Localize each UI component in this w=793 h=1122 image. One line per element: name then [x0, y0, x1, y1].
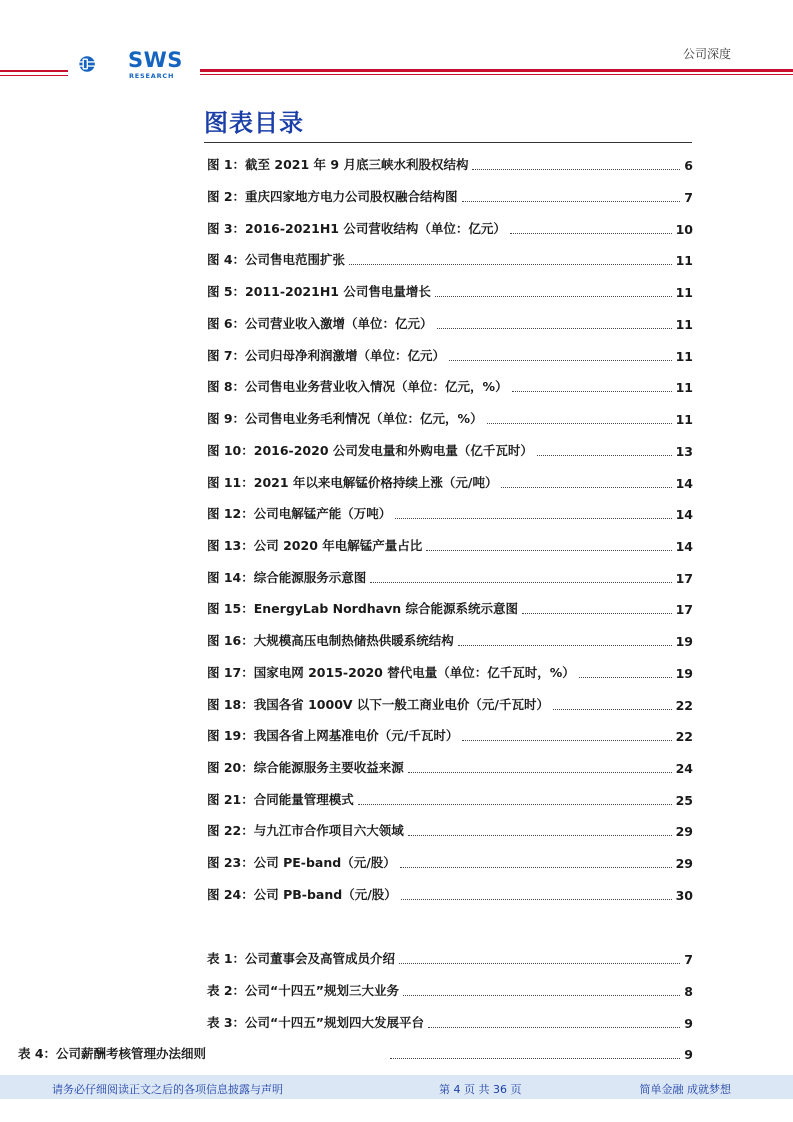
- toc-leader: [501, 475, 671, 488]
- toc-entry-page: 30: [675, 888, 693, 903]
- toc-entry[interactable]: [207, 280, 693, 300]
- toc-entry-label: 图 7：公司归母净利润激增（单位：亿元）: [207, 348, 446, 363]
- toc-entry-label: 图 12：公司电解锰产能（万吨）: [207, 506, 392, 521]
- toc-entry-label: 图 16：大规模高压电制热储热供暖系统结构: [207, 633, 454, 648]
- toc-leader: [435, 284, 672, 297]
- toc-leader: [437, 316, 672, 329]
- toc-leader: [462, 189, 681, 202]
- toc-entry-label: 图 18：我国各省 1000V 以下一般工商业电价（元/千瓦时）: [207, 697, 549, 712]
- toc-entry[interactable]: [207, 185, 693, 205]
- toc-leader: [408, 823, 672, 836]
- toc-entry-label: 图 20：综合能源服务主要收益来源: [207, 760, 404, 775]
- toc-entry[interactable]: [207, 788, 693, 808]
- toc-entry-page: 8: [684, 984, 693, 999]
- toc-entry[interactable]: [207, 566, 693, 586]
- toc-leader: [370, 570, 671, 583]
- toc-leader: [428, 1015, 680, 1028]
- toc-leader: [522, 601, 672, 614]
- toc-entry-page: 11: [675, 349, 693, 364]
- toc-entry-page: 11: [675, 253, 693, 268]
- toc-entry-label: 图 11：2021 年以来电解锰价格持续上涨（元/吨）: [207, 475, 498, 490]
- toc-entry[interactable]: [207, 407, 693, 427]
- toc-table-entry[interactable]: [207, 979, 693, 999]
- toc-leader: [512, 379, 672, 392]
- toc-entry-label: 图 4：公司售电范围扩张: [207, 252, 346, 267]
- footer-disclaimer: 请务必仔细阅读正文之后的各项信息披露与声明: [52, 1083, 283, 1096]
- toc-entry[interactable]: [207, 217, 693, 237]
- toc-entry[interactable]: [207, 153, 693, 173]
- toc-entry-label: 图 2：重庆四家地方电力公司股权融合结构图: [207, 189, 458, 204]
- toc-entry-page: 14: [675, 539, 693, 554]
- brand-name: SWS: [128, 48, 183, 72]
- toc-entry-label: 图 9：公司售电业务毛利情况（单位：亿元，%）: [207, 411, 483, 426]
- toc-leader: [395, 506, 671, 519]
- toc-leader: [399, 951, 680, 964]
- toc-leader: [579, 665, 672, 678]
- toc-entry[interactable]: [207, 312, 693, 332]
- toc-entry[interactable]: [207, 819, 693, 839]
- toc-entry-page: 25: [675, 793, 693, 808]
- toc-entry-label: 图 14：综合能源服务示意图: [207, 570, 367, 585]
- toc-entry-page: 10: [675, 222, 693, 237]
- toc-entry[interactable]: [207, 534, 693, 554]
- toc-entry-label: 图 19：我国各省上网基准电价（元/千瓦时）: [207, 728, 459, 743]
- toc-entry[interactable]: [207, 883, 693, 903]
- toc-leader: [408, 760, 672, 773]
- toc-entry-label: 表 2：公司“十四五”规划三大业务: [207, 983, 399, 998]
- toc-entry-label: 图 21：合同能量管理模式: [207, 792, 354, 807]
- toc-entry-label: 图 6：公司营业收入激增（单位：亿元）: [207, 316, 433, 331]
- toc-leader: [510, 221, 672, 234]
- toc-entry-page: 7: [684, 952, 693, 967]
- toc-entry[interactable]: [207, 851, 693, 871]
- toc-entry-label: 图 8：公司售电业务营业收入情况（单位：亿元，%）: [207, 379, 508, 394]
- toc-entry-label: 图 3：2016-2021H1 公司营收结构（单位：亿元）: [207, 221, 506, 236]
- toc-entry-label: 图 17：国家电网 2015-2020 替代电量（单位：亿千瓦时，%）: [207, 665, 575, 680]
- toc-entry-page: 19: [675, 634, 693, 649]
- toc-entry-label: 图 15：EnergyLab Nordhavn 综合能源系统示意图: [207, 601, 519, 616]
- toc-table-entry[interactable]: [207, 947, 693, 967]
- toc-entry-label: 图 22：与九江市合作项目六大领域: [207, 823, 404, 838]
- page-indicator: 第 4 页 共 36 页: [439, 1083, 522, 1096]
- toc-entry-page: 9: [684, 1047, 693, 1062]
- toc-entry-page: 11: [675, 317, 693, 332]
- toc-table-entry[interactable]: [18, 1042, 693, 1062]
- toc-entry-page: 7: [684, 190, 693, 205]
- toc-entry-label: 图 10：2016-2020 公司发电量和外购电量（亿千瓦时）: [207, 443, 533, 458]
- toc-entry-label: 表 3：公司“十四五”规划四大发展平台: [207, 1015, 424, 1030]
- toc-entry[interactable]: [207, 344, 693, 364]
- toc-entry-label: 表 1：公司董事会及高管成员介绍: [207, 951, 396, 966]
- toc-entry-page: 11: [675, 412, 693, 427]
- toc-leader: [553, 697, 672, 710]
- toc-entry[interactable]: [207, 248, 693, 268]
- toc-entry-label: 图 13：公司 2020 年电解锰产量占比: [207, 538, 423, 553]
- toc-entry[interactable]: [207, 629, 693, 649]
- toc-entry-page: 9: [684, 1016, 693, 1031]
- toc-entry-page: 14: [675, 476, 693, 491]
- toc-entry[interactable]: [207, 471, 693, 491]
- toc-entry-label: 图 24：公司 PB-band（元/股）: [207, 887, 397, 902]
- brand-subtitle: RESEARCH: [129, 72, 175, 80]
- toc-leader: [458, 633, 672, 646]
- toc-entry-page: 11: [675, 380, 693, 395]
- toc-leader: [472, 157, 680, 170]
- toc-entry-page: 29: [675, 856, 693, 871]
- toc-entry[interactable]: [207, 693, 693, 713]
- toc-entry[interactable]: [207, 661, 693, 681]
- toc-entry-page: 19: [675, 666, 693, 681]
- toc-entry-page: 17: [675, 571, 693, 586]
- toc-entry-page: 11: [675, 285, 693, 300]
- toc-entry-page: 24: [675, 761, 693, 776]
- toc-entry[interactable]: [207, 597, 693, 617]
- toc-entry[interactable]: [207, 439, 693, 459]
- footer-slogan: 简单金融 成就梦想: [639, 1083, 731, 1096]
- toc-leader: [358, 792, 672, 805]
- page-title: 图表目录: [204, 109, 304, 137]
- toc-leader: [462, 728, 671, 741]
- toc-entry-page: 14: [675, 507, 693, 522]
- toc-entry-page: 6: [684, 158, 693, 173]
- toc-entry-page: 17: [675, 602, 693, 617]
- toc-leader: [449, 348, 672, 361]
- toc-entry[interactable]: [207, 502, 693, 522]
- toc-leader: [390, 1046, 680, 1059]
- toc-leader: [403, 983, 680, 996]
- toc-leader: [400, 855, 672, 868]
- toc-entry-label: 图 5：2011-2021H1 公司售电量增长: [207, 284, 431, 299]
- toc-leader: [426, 538, 671, 551]
- toc-entry[interactable]: [207, 756, 693, 776]
- toc-entry-page: 22: [675, 698, 693, 713]
- toc-entry-label: 图 1：截至 2021 年 9 月底三峡水利股权结构: [207, 157, 469, 172]
- toc-entry-label: 图 23：公司 PE-band（元/股）: [207, 855, 396, 870]
- toc-leader: [487, 411, 672, 424]
- toc-leader: [349, 252, 672, 265]
- toc-entry[interactable]: [207, 375, 693, 395]
- toc-entry-page: 13: [675, 444, 693, 459]
- toc-entry-page: 29: [675, 824, 693, 839]
- toc-leader: [537, 443, 672, 456]
- toc-table-entry[interactable]: [207, 1011, 693, 1031]
- toc-entry[interactable]: [207, 724, 693, 744]
- toc-entry-label: 表 4：公司薪酬考核管理办法细则: [18, 1046, 207, 1061]
- document-type: 公司深度: [682, 47, 731, 61]
- toc-entry-page: 22: [675, 729, 693, 744]
- toc-leader: [401, 887, 672, 900]
